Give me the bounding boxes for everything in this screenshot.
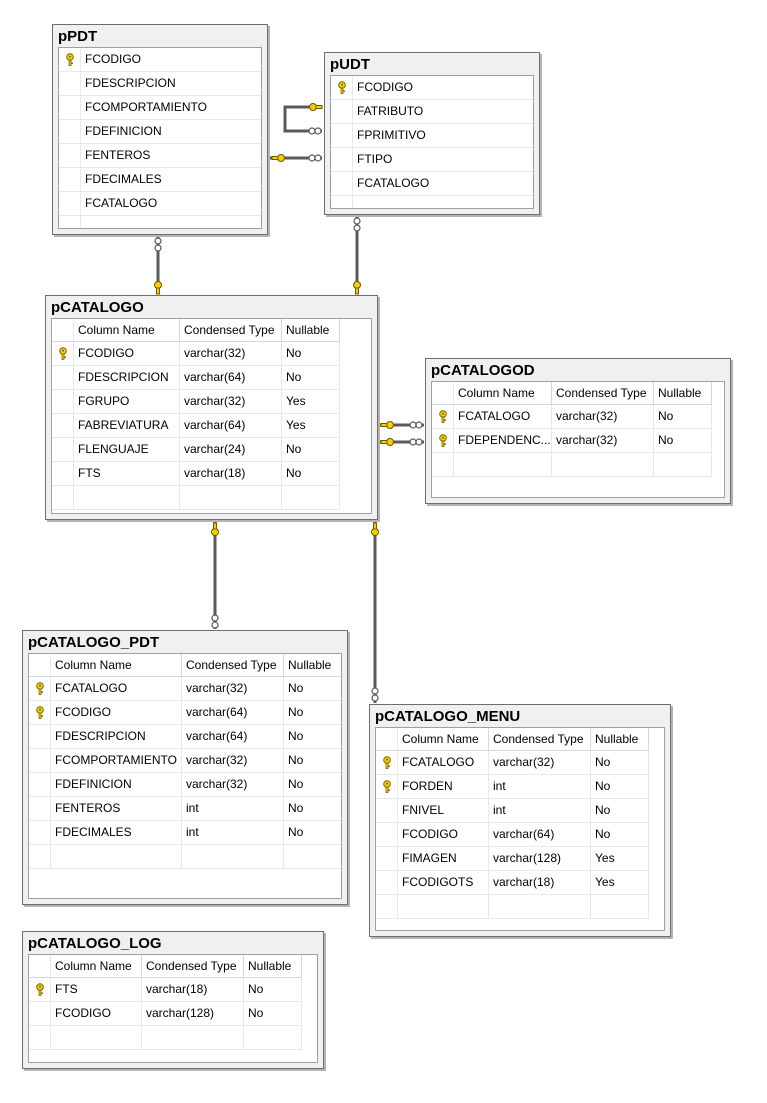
cell-name: FCODIGO xyxy=(51,701,182,724)
cell-name: FCODIGO xyxy=(398,823,489,846)
key-cell xyxy=(331,196,353,209)
column-row[interactable] xyxy=(29,1002,302,1026)
table-pcatalogo-log[interactable] xyxy=(22,931,324,1069)
column-row[interactable] xyxy=(331,148,533,172)
column-row[interactable] xyxy=(52,414,340,438)
cell-nullable: Yes xyxy=(282,414,340,437)
table-pcatalogo-menu[interactable] xyxy=(369,704,671,937)
header-column-name: Column Name xyxy=(51,654,182,676)
cell-type: varchar(32) xyxy=(489,751,591,774)
key-cell xyxy=(432,453,454,476)
cell-nullable: Yes xyxy=(282,390,340,413)
many-end-marker xyxy=(372,688,378,701)
key-cell xyxy=(59,192,81,215)
cell-nullable: No xyxy=(284,773,342,796)
cell-name: FCOMPORTAMIENTO xyxy=(85,100,208,114)
empty-cell xyxy=(244,1026,302,1049)
cell-nullable: No xyxy=(282,342,340,365)
cell-name: FNIVEL xyxy=(398,799,489,822)
cell-name: FCATALOGO xyxy=(454,405,552,428)
key-end-marker xyxy=(272,155,285,162)
header-key-spacer xyxy=(29,654,51,676)
columns-grid xyxy=(28,954,318,1063)
column-row[interactable] xyxy=(331,76,533,100)
cell-name: FPRIMITIVO xyxy=(357,128,426,142)
key-cell xyxy=(331,124,353,147)
cell-nullable: No xyxy=(284,821,342,844)
cell-type: varchar(64) xyxy=(182,701,284,724)
table-title: pCATALOGOD xyxy=(431,362,535,379)
table-ppdt[interactable] xyxy=(52,24,268,235)
cell-name: FDESCRIPCION xyxy=(51,725,182,748)
empty-cell xyxy=(282,486,340,509)
cell-type: int xyxy=(489,775,591,798)
key-cell xyxy=(29,773,51,796)
key-cell xyxy=(331,100,353,123)
key-cell xyxy=(29,677,51,700)
table-title: pPDT xyxy=(58,28,98,45)
columns-grid xyxy=(28,653,342,899)
key-cell xyxy=(29,821,51,844)
key-end-marker xyxy=(310,104,323,111)
key-icon xyxy=(381,756,393,769)
key-end-marker xyxy=(381,439,394,446)
many-end-marker xyxy=(410,422,422,428)
column-row[interactable] xyxy=(331,172,533,196)
column-row[interactable] xyxy=(52,366,340,390)
table-pcatalogod[interactable] xyxy=(425,358,731,504)
key-cell xyxy=(432,405,454,428)
column-row[interactable] xyxy=(432,405,712,429)
empty-cell xyxy=(454,453,552,476)
header-key-spacer xyxy=(52,319,74,341)
header-key-spacer xyxy=(432,382,454,404)
empty-cell xyxy=(182,845,284,868)
key-end-marker xyxy=(372,523,379,536)
key-cell xyxy=(29,845,51,868)
cell-name: FORDEN xyxy=(398,775,489,798)
key-cell xyxy=(376,751,398,774)
table-pudt[interactable] xyxy=(324,52,540,215)
empty-cell xyxy=(142,1026,244,1049)
key-cell xyxy=(59,168,81,191)
cell-name: FIMAGEN xyxy=(398,847,489,870)
table-title: pCATALOGO xyxy=(51,299,144,316)
header-nullable: Nullable xyxy=(591,728,649,750)
empty-row xyxy=(432,453,712,477)
column-header-row xyxy=(52,319,340,342)
cell-name: FCODIGO xyxy=(74,342,180,365)
cell-type: varchar(64) xyxy=(489,823,591,846)
key-icon xyxy=(381,780,393,793)
header-condensed-type: Condensed Type xyxy=(552,382,654,404)
cell-name: FDEFINICION xyxy=(85,124,162,138)
cell-nullable: No xyxy=(282,366,340,389)
cell-type: varchar(32) xyxy=(182,677,284,700)
key-cell xyxy=(59,96,81,119)
cell-name: FCODIGOTS xyxy=(398,871,489,894)
key-icon xyxy=(34,983,46,996)
column-row[interactable] xyxy=(59,120,261,144)
column-header-row xyxy=(376,728,649,751)
column-row[interactable] xyxy=(331,124,533,148)
column-row[interactable] xyxy=(376,847,649,871)
key-icon xyxy=(437,434,449,447)
cell-nullable: No xyxy=(244,1002,302,1025)
column-row[interactable] xyxy=(59,96,261,120)
empty-row xyxy=(59,216,261,229)
table-title: pCATALOGO_PDT xyxy=(28,634,160,651)
column-row[interactable] xyxy=(376,775,649,799)
cell-name: FGRUPO xyxy=(74,390,180,413)
column-header-row xyxy=(29,955,302,978)
cell-type: varchar(24) xyxy=(180,438,282,461)
key-cell xyxy=(52,342,74,365)
cell-name: FDEPENDENC... xyxy=(454,429,552,452)
empty-cell xyxy=(654,453,712,476)
empty-cell xyxy=(552,453,654,476)
cell-nullable: No xyxy=(282,462,340,485)
cell-nullable: No xyxy=(654,429,712,452)
key-cell xyxy=(376,799,398,822)
empty-cell xyxy=(51,845,182,868)
key-cell xyxy=(59,120,81,143)
columns-list xyxy=(58,47,262,229)
empty-row xyxy=(376,895,649,919)
key-cell xyxy=(52,366,74,389)
key-cell xyxy=(331,148,353,171)
empty-cell xyxy=(284,845,342,868)
empty-cell xyxy=(74,486,180,509)
rel-pudt-self xyxy=(285,107,322,131)
column-row[interactable] xyxy=(59,144,261,168)
key-cell xyxy=(29,1026,51,1049)
cell-name: FENTEROS xyxy=(85,148,151,162)
key-cell xyxy=(52,462,74,485)
cell-nullable: Yes xyxy=(591,871,649,894)
cell-nullable: No xyxy=(591,751,649,774)
key-end-marker xyxy=(155,282,162,295)
key-cell xyxy=(376,895,398,918)
header-condensed-type: Condensed Type xyxy=(142,955,244,977)
key-cell xyxy=(331,172,353,195)
key-icon xyxy=(34,682,46,695)
cell-type: varchar(32) xyxy=(552,405,654,428)
cell-name: FCODIGO xyxy=(357,80,413,94)
cell-type: varchar(32) xyxy=(180,342,282,365)
key-cell xyxy=(29,701,51,724)
cell-nullable: No xyxy=(284,725,342,748)
cell-name: FDECIMALES xyxy=(85,172,162,186)
column-row[interactable] xyxy=(29,773,342,797)
cell-name: FDECIMALES xyxy=(51,821,182,844)
key-cell xyxy=(52,414,74,437)
cell-name: FATRIBUTO xyxy=(357,104,424,118)
cell-nullable: No xyxy=(654,405,712,428)
cell-type: varchar(128) xyxy=(489,847,591,870)
column-header-row xyxy=(29,654,342,677)
table-title: pCATALOGO_MENU xyxy=(375,708,521,725)
key-cell xyxy=(59,72,81,95)
columns-grid xyxy=(375,727,665,931)
column-row[interactable] xyxy=(52,462,340,486)
column-row[interactable] xyxy=(52,342,340,366)
many-end-marker xyxy=(309,128,321,134)
cell-nullable: No xyxy=(591,775,649,798)
header-key-spacer xyxy=(376,728,398,750)
column-row[interactable] xyxy=(29,797,342,821)
empty-cell xyxy=(81,216,261,229)
cell-type: int xyxy=(182,797,284,820)
cell-name: FDEFINICION xyxy=(51,773,182,796)
table-title: pUDT xyxy=(330,56,370,73)
cell-nullable: No xyxy=(591,799,649,822)
empty-row xyxy=(52,486,340,510)
cell-name: FCATALOGO xyxy=(51,677,182,700)
cell-name: FCOMPORTAMIENTO xyxy=(51,749,182,772)
column-row[interactable] xyxy=(376,871,649,895)
column-row[interactable] xyxy=(29,725,342,749)
empty-cell xyxy=(353,196,533,209)
cell-name: FCATALOGO xyxy=(398,751,489,774)
table-pcatalogo[interactable] xyxy=(45,295,378,520)
empty-cell xyxy=(180,486,282,509)
key-icon xyxy=(437,410,449,423)
column-row[interactable] xyxy=(59,192,261,216)
header-condensed-type: Condensed Type xyxy=(180,319,282,341)
cell-type: varchar(32) xyxy=(552,429,654,452)
columns-list xyxy=(330,75,534,209)
cell-nullable: Yes xyxy=(591,847,649,870)
column-row[interactable] xyxy=(52,438,340,462)
cell-type: varchar(32) xyxy=(182,773,284,796)
cell-name: FCATALOGO xyxy=(85,196,158,210)
key-icon xyxy=(336,81,348,94)
key-cell xyxy=(59,216,81,229)
key-end-marker xyxy=(354,282,361,295)
cell-type: varchar(18) xyxy=(489,871,591,894)
cell-type: varchar(64) xyxy=(180,414,282,437)
header-key-spacer xyxy=(29,955,51,977)
column-row[interactable] xyxy=(376,823,649,847)
header-nullable: Nullable xyxy=(282,319,340,341)
key-end-marker xyxy=(212,523,219,536)
key-cell xyxy=(29,978,51,1001)
column-row[interactable] xyxy=(29,821,342,845)
table-title: pCATALOGO_LOG xyxy=(28,935,162,952)
cell-type: varchar(64) xyxy=(180,366,282,389)
cell-nullable: No xyxy=(244,978,302,1001)
cell-nullable: No xyxy=(284,677,342,700)
header-nullable: Nullable xyxy=(284,654,342,676)
many-end-marker xyxy=(155,238,161,251)
column-row[interactable] xyxy=(432,429,712,453)
key-cell xyxy=(59,48,81,71)
table-pcatalogo-pdt[interactable] xyxy=(22,630,348,905)
key-cell xyxy=(52,486,74,509)
empty-row xyxy=(331,196,533,209)
cell-name: FTS xyxy=(51,978,142,1001)
header-condensed-type: Condensed Type xyxy=(489,728,591,750)
key-cell xyxy=(376,775,398,798)
empty-row xyxy=(29,1026,302,1050)
cell-name: FCODIGO xyxy=(85,52,141,66)
cell-nullable: No xyxy=(284,701,342,724)
cell-nullable: No xyxy=(282,438,340,461)
cell-name: FLENGUAJE xyxy=(74,438,180,461)
column-row[interactable] xyxy=(59,48,261,72)
cell-type: int xyxy=(182,821,284,844)
column-row[interactable] xyxy=(59,168,261,192)
cell-name: FDESCRIPCION xyxy=(74,366,180,389)
key-cell xyxy=(331,76,353,99)
key-cell xyxy=(432,429,454,452)
key-cell xyxy=(52,438,74,461)
cell-type: varchar(18) xyxy=(180,462,282,485)
key-cell xyxy=(376,823,398,846)
cell-name: FCODIGO xyxy=(51,1002,142,1025)
cell-type: varchar(64) xyxy=(182,725,284,748)
key-cell xyxy=(29,1002,51,1025)
empty-cell xyxy=(489,895,591,918)
cell-type: int xyxy=(489,799,591,822)
many-end-marker xyxy=(410,439,422,445)
key-cell xyxy=(376,847,398,870)
column-row[interactable] xyxy=(376,751,649,775)
key-end-marker xyxy=(381,422,394,429)
cell-type: varchar(128) xyxy=(142,1002,244,1025)
header-condensed-type: Condensed Type xyxy=(182,654,284,676)
cell-name: FDESCRIPCION xyxy=(85,76,176,90)
empty-row xyxy=(29,845,342,869)
header-nullable: Nullable xyxy=(654,382,712,404)
columns-grid xyxy=(51,318,372,514)
cell-name: FENTEROS xyxy=(51,797,182,820)
cell-nullable: No xyxy=(284,749,342,772)
cell-nullable: No xyxy=(284,797,342,820)
cell-name: FTS xyxy=(74,462,180,485)
many-end-marker xyxy=(309,155,321,161)
cell-type: varchar(18) xyxy=(142,978,244,1001)
header-column-name: Column Name xyxy=(454,382,552,404)
column-row[interactable] xyxy=(29,749,342,773)
empty-cell xyxy=(398,895,489,918)
columns-grid xyxy=(431,381,725,498)
column-header-row xyxy=(432,382,712,405)
key-cell xyxy=(376,871,398,894)
key-icon xyxy=(34,706,46,719)
key-cell xyxy=(29,797,51,820)
key-cell xyxy=(52,390,74,413)
column-row[interactable] xyxy=(376,799,649,823)
cell-name: FABREVIATURA xyxy=(74,414,180,437)
column-row[interactable] xyxy=(331,100,533,124)
cell-type: varchar(32) xyxy=(180,390,282,413)
header-column-name: Column Name xyxy=(74,319,180,341)
empty-cell xyxy=(591,895,649,918)
cell-name: FCATALOGO xyxy=(357,176,430,190)
many-end-marker xyxy=(354,218,360,231)
header-column-name: Column Name xyxy=(51,955,142,977)
key-cell xyxy=(59,144,81,167)
cell-nullable: No xyxy=(591,823,649,846)
column-row[interactable] xyxy=(59,72,261,96)
many-end-marker xyxy=(212,615,218,628)
empty-cell xyxy=(51,1026,142,1049)
header-column-name: Column Name xyxy=(398,728,489,750)
column-row[interactable] xyxy=(29,978,302,1002)
key-cell xyxy=(29,749,51,772)
key-cell xyxy=(29,725,51,748)
column-row[interactable] xyxy=(29,701,342,725)
column-row[interactable] xyxy=(29,677,342,701)
cell-name: FTIPO xyxy=(357,152,393,166)
column-row[interactable] xyxy=(52,390,340,414)
key-icon xyxy=(64,53,76,66)
key-icon xyxy=(57,347,69,360)
cell-type: varchar(32) xyxy=(182,749,284,772)
header-nullable: Nullable xyxy=(244,955,302,977)
